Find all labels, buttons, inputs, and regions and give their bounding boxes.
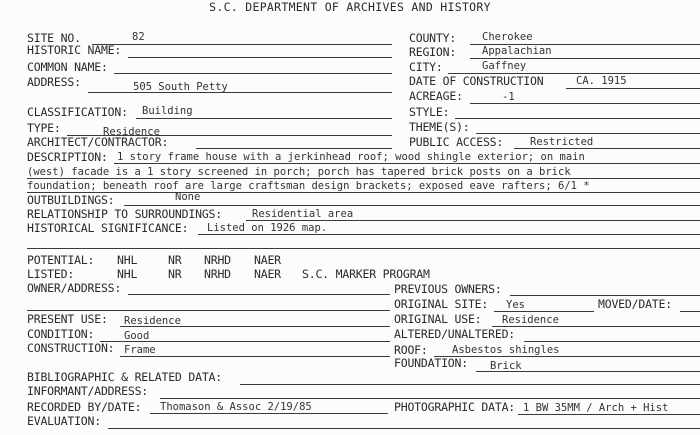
significance-value: Listed on 1926 map.	[207, 222, 328, 234]
description-line-3: foundation; beneath roof are large craftsman design brackets; exposed eave rafters; 6/1 *	[27, 180, 590, 192]
owner-address-line	[128, 294, 390, 295]
potential-naer: NAER	[254, 253, 281, 267]
foundation-label: FOUNDATION:	[394, 356, 468, 370]
sc-marker-program: S.C. MARKER PROGRAM	[302, 267, 430, 281]
type-label: TYPE:	[27, 121, 61, 135]
potential-nhl: NHL	[117, 253, 138, 267]
form-header: S.C. DEPARTMENT OF ARCHIVES AND HISTORY	[209, 0, 491, 14]
present-use-label: PRESENT USE:	[27, 312, 108, 326]
roof-line	[434, 356, 700, 357]
architect-label: ARCHITECT/CONTRACTOR:	[27, 135, 169, 149]
region-label: REGION:	[409, 45, 457, 59]
historic-name-label: HISTORIC NAME:	[27, 43, 122, 57]
bibliographic-line	[240, 384, 700, 385]
description-label: DESCRIPTION:	[27, 150, 108, 164]
region-line	[470, 58, 700, 59]
original-site-line	[494, 311, 594, 312]
altered-label: ALTERED/UNALTERED:	[394, 327, 516, 341]
condition-line	[100, 341, 390, 342]
description-rule-1	[114, 163, 700, 164]
owner-address-line-2	[27, 310, 390, 311]
public-access-label: PUBLIC ACCESS:	[409, 135, 504, 149]
previous-owners-label: PREVIOUS OWNERS:	[394, 282, 502, 296]
themes-line	[476, 133, 700, 134]
site-no-value: 82	[132, 31, 145, 43]
classification-line	[136, 118, 392, 119]
style-line	[455, 118, 700, 119]
surroundings-label: RELATIONSHIP TO SURROUNDINGS:	[27, 207, 222, 221]
historic-name-line	[128, 57, 392, 58]
public-access-value: Restricted	[530, 136, 594, 148]
listed-naer: NAER	[254, 267, 281, 281]
informant-label: INFORMANT/ADDRESS:	[27, 384, 149, 398]
description-rule-3	[27, 192, 700, 193]
foundation-value: Brick	[490, 360, 522, 372]
listed-nrhd: NRHD	[204, 267, 231, 281]
county-label: COUNTY:	[409, 31, 457, 45]
address-line	[88, 92, 392, 93]
public-access-line	[514, 148, 700, 149]
outbuildings-label: OUTBUILDINGS:	[27, 193, 115, 207]
site-no-label: SITE NO.	[27, 31, 81, 45]
photographic-data-value: 1 BW 35MM / Arch + Hist	[523, 402, 669, 414]
recorded-by-value: Thomason & Assoc 2/19/85	[160, 401, 312, 413]
evaluation-label: EVALUATION:	[27, 414, 101, 428]
condition-label: CONDITION:	[27, 327, 95, 341]
photographic-data-label: PHOTOGRAPHIC DATA:	[394, 400, 516, 414]
site-no-line	[92, 44, 392, 45]
significance-label: HISTORICAL SIGNIFICANCE:	[27, 221, 189, 235]
classification-value: Building	[142, 105, 193, 117]
listed-nr: NR	[168, 267, 182, 281]
address-value: 505 South Petty	[133, 81, 228, 93]
original-site-label: ORIGINAL SITE:	[394, 297, 489, 311]
present-use-line	[120, 326, 390, 327]
type-value: Residence	[103, 126, 160, 138]
altered-line	[524, 341, 700, 342]
recorded-by-line	[150, 413, 388, 414]
potential-label: POTENTIAL:	[27, 253, 95, 267]
previous-owners-line	[510, 295, 700, 296]
photographic-data-line	[518, 414, 700, 415]
architect-line	[196, 148, 392, 149]
listed-nhl: NHL	[117, 267, 138, 281]
moved-date-line	[680, 311, 700, 312]
construction-line	[120, 356, 390, 357]
listed-label: LISTED:	[27, 267, 75, 281]
county-value: Cherokee	[482, 31, 533, 43]
date-of-construction-value: CA. 1915	[576, 75, 627, 87]
themes-label: THEME(S):	[409, 120, 470, 134]
informant-line	[160, 398, 700, 399]
classification-label: CLASSIFICATION:	[27, 105, 128, 119]
common-name-line	[114, 73, 392, 74]
original-use-label: ORIGINAL USE:	[394, 312, 482, 326]
acreage-label: ACREAGE:	[409, 89, 463, 103]
evaluation-line	[108, 428, 700, 429]
moved-date-label: MOVED/DATE:	[598, 297, 672, 311]
region-value: Appalachian	[482, 45, 552, 57]
roof-label: ROOF:	[394, 343, 428, 357]
acreage-line	[470, 103, 700, 104]
outbuildings-value: None	[175, 191, 201, 203]
address-label: ADDRESS:	[27, 75, 81, 89]
common-name-label: COMMON NAME:	[27, 60, 108, 74]
condition-value: Good	[124, 330, 150, 342]
original-use-value: Residence	[502, 314, 559, 326]
original-use-line	[492, 326, 700, 327]
style-label: STYLE:	[409, 105, 450, 119]
construction-label: CONSTRUCTION:	[27, 341, 115, 355]
acreage-value: -1	[502, 91, 515, 103]
bibliographic-label: BIBLIOGRAPHIC & RELATED DATA:	[27, 370, 222, 384]
date-of-construction-line	[566, 88, 700, 89]
surroundings-line	[246, 220, 700, 221]
city-label: CITY:	[409, 60, 443, 74]
recorded-by-label: RECORDED BY/DATE:	[27, 400, 142, 414]
description-line-2: (west) facade is a 1 story screened in porch; porch has tapered brick posts on a brick	[27, 166, 571, 178]
owner-address-label: OWNER/ADDRESS:	[27, 281, 122, 295]
potential-nrhd: NRHD	[204, 253, 231, 267]
significance-line	[198, 234, 700, 235]
blank-rule	[27, 248, 700, 249]
present-use-value: Residence	[124, 315, 181, 327]
surroundings-value: Residential area	[252, 208, 354, 220]
potential-nr: NR	[168, 253, 182, 267]
city-value: Gaffney	[482, 60, 527, 72]
construction-value: Frame	[124, 344, 156, 356]
description-line-1: 1 story frame house with a jerkinhead roof; wood shingle exterior; on main	[117, 151, 585, 163]
outbuildings-line	[124, 205, 700, 206]
roof-value: Asbestos shingles	[452, 344, 560, 356]
foundation-line	[476, 371, 700, 372]
description-rule-2	[27, 178, 700, 179]
original-site-value: Yes	[506, 299, 525, 311]
date-of-construction-label: DATE OF CONSTRUCTION	[409, 74, 544, 88]
